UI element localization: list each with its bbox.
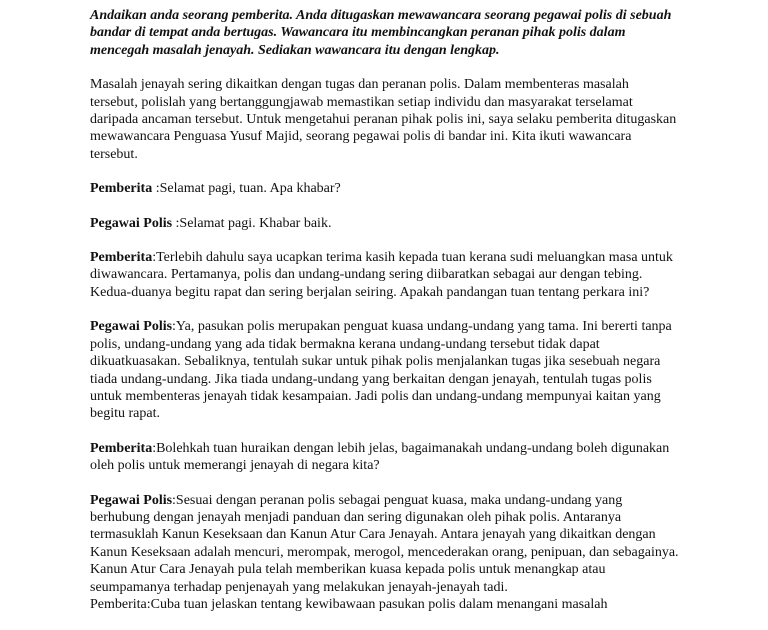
document-page [90,7,680,613]
dialogue-line [90,249,680,301]
dialogue-line [90,318,680,422]
dialogue-line [90,215,680,232]
intro-paragraph: Masalah jenayah sering dikaitkan dengan tugas dan peranan polis. Dalam membenteras masalah tersebut, polislah yang bertanggungjawab memastikan setiap individu dan masyarakat terselamat daripada ancaman tersebut. Untuk mengetahui peranan pihak polis ini, saya selaku pemberita ditugaskan mewawancara Penguasa Yusuf Majid, seorang pegawai polis di bandar ini. Kita ikuti wawancara tersebut. [90,77,677,162]
dialogue-text: :Selamat pagi. Khabar baik. [172,215,332,231]
dialogue-line [90,180,680,197]
dialogue-line [90,440,680,475]
essay-question: Andaikan anda seorang pemberita. Anda ditugaskan mewawancara seorang pegawai polis di sebuah bandar di tempat anda bertugas. Wawancara itu membincangkan peranan pihak polis dalam mencegah masalah jenayah. Sediakan wawancara itu dengan lengkap. [90,8,672,58]
speaker-label: Pemberita [90,181,153,197]
speaker-label: Pegawai Polis [90,215,173,231]
dialogue-text: :Terlebih dahulu saya ucapkan terima kasih kepada tuan kerana sudi meluangkan masa untuk diwawancara. Pertamanya, polis dan undang-undang sering diibaratkan sebagai aur dengan tebing. Kedua-duanya begitu rapat dan sering berjalan seiring. Apakah pandangan tuan tentang perkara ini? [90,250,673,300]
dialogue-line [90,492,680,614]
speaker-label: Pegawai Polis [90,492,173,508]
speaker-label: Pegawai Polis [90,319,173,335]
dialogue-text: :Bolehkah tuan huraikan dengan lebih jelas, bagaimanakah undang-undang boleh digunakan oleh polis untuk memerangi jenayah di negara kita? [90,440,670,474]
cut-off-line: Pemberita:Cuba tuan jelaskan tentang kewibawaan pasukan polis dalam menangani masalah [90,596,608,612]
dialogue-text: :Selamat pagi, tuan. Apa khabar? [152,181,341,197]
dialogue-text: :Sesuai dengan peranan polis sebagai penguat kuasa, maka undang-undang yang berhubung dengan jenayah menjadi panduan dan sering digunakan oleh pihak polis. Antaranya termasuklah Kanun Keseksaan dan Kanun Atur Cara Jenayah. Antara jenayah yang dikaitkan dengan Kanun Keseksaan adalah mencuri, merompak, merogol, mencederakan orang, penipuan, dan sebagainya. Kanun Atur Cara Jenayah pula telah memberikan kuasa kepada polis untuk menangkap atau seumpamanya terhadap penjenayah yang melakukan jenayah-jenayah tadi. [90,492,679,595]
speaker-label: Pemberita [90,440,153,456]
dialogue-text: :Ya, pasukan polis merupakan penguat kuasa undang-undang yang tama. Ini bererti tanpa polis, undang-undang yang ada tidak bermakna kerana undang-undang tersebut tidak dapat dikuatkuasakan. Sebaliknya, tentulah sukar untuk pihak polis menjalankan tugas jika sesebuah negara tiada undang-undang. Jika tiada undang-undang yang berkaitan dengan jenayah, tentulah tugas polis untuk membenteras jenayah tidak kesampaian. Jadi polis dan undang-undang mempunyai kaitan yang begitu rapat. [90,319,672,422]
speaker-label: Pemberita [90,250,153,266]
